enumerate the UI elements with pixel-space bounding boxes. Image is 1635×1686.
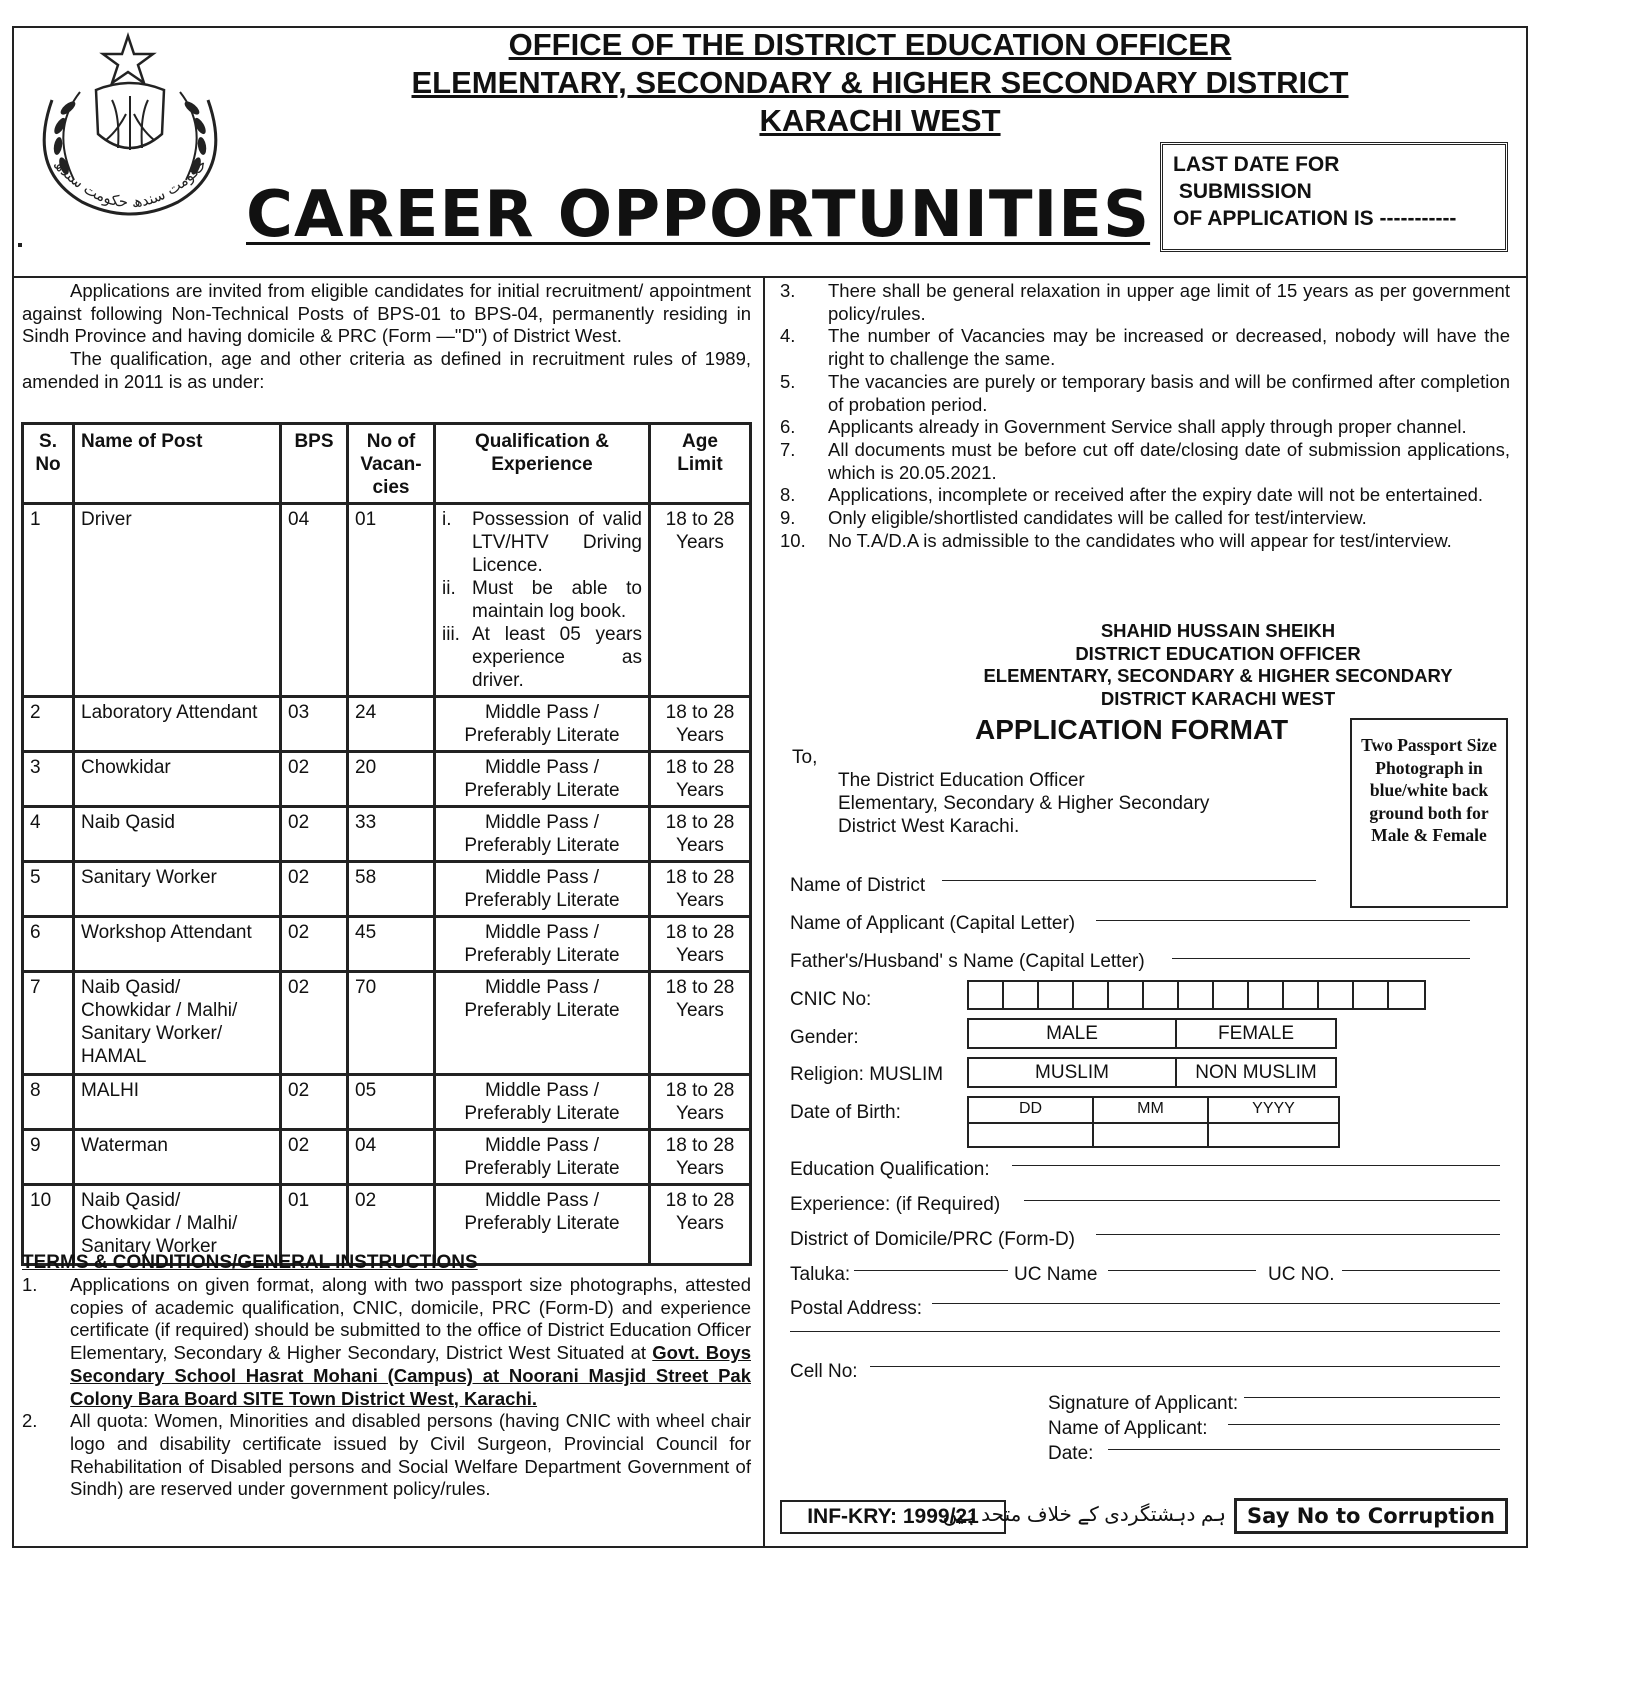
list-item-text: Possession of valid LTV/HTV Driving Licence. [472, 509, 642, 576]
table-row [23, 1075, 751, 1130]
header-age: Age Limit [650, 424, 751, 504]
cell-qualification: Middle Pass / Preferably Literate [435, 697, 650, 752]
table-row [23, 972, 751, 1075]
intro-section [22, 280, 751, 394]
uc-no-label: UC NO. [1268, 1264, 1335, 1285]
last-date-line-2: SUBMISSION [1173, 180, 1312, 203]
list-item [22, 1410, 751, 1501]
signatory-block [920, 620, 1516, 710]
list-item-text: Only eligible/shortlisted candidates will be called for test/interview. [828, 507, 1367, 529]
cell-bps: 04 [281, 504, 348, 697]
list-item [780, 325, 1510, 370]
header-bps: BPS [281, 424, 348, 504]
signature-label: Signature of Applicant: [1048, 1393, 1239, 1414]
cell-bps: 03 [281, 697, 348, 752]
list-item [22, 1274, 751, 1410]
cell-vacancies: 20 [348, 752, 435, 807]
list-item-text: All documents must be before cut off date/closing date of submission applications, which is 20.05.2021. [828, 438, 1510, 483]
urdu-slogan: ہم دہشتگردی کے خلاف متحد ہیں [942, 1504, 1226, 1526]
cell-post: Naib Qasid/ Chowkidar / Malhi/ Sanitary Worker [74, 1185, 281, 1265]
list-item-number: 2. [22, 1410, 38, 1432]
application-format-title: APPLICATION FORMAT [975, 714, 1289, 745]
domicile-field[interactable] [1096, 1234, 1500, 1235]
postal-address-field-line-2[interactable] [790, 1331, 1500, 1332]
table-row [23, 504, 751, 697]
header-department-title: ELEMENTARY, SECONDARY & HIGHER SECONDARY DISTRICT [411, 65, 1349, 100]
religion-options [967, 1057, 1337, 1088]
cell-vacancies: 01 [348, 504, 435, 697]
driver-qualification-list [442, 508, 642, 692]
education-label: Education Qualification: [790, 1159, 990, 1180]
cell-post: Sanitary Worker [74, 862, 281, 917]
gender-option-male[interactable]: MALE [967, 1018, 1177, 1049]
emblem-wheat-icon [106, 96, 154, 150]
cell-age: 18 to 28 Years [650, 1130, 751, 1185]
gender-label: Gender: [790, 1027, 859, 1048]
dob-month-label: MM [1094, 1098, 1207, 1124]
cnic-label: CNIC No: [790, 989, 872, 1010]
cell-age: 18 to 28 Years [650, 752, 751, 807]
cell-post: Naib Qasid/ Chowkidar / Malhi/ Sanitary Worker/ HAMAL [74, 972, 281, 1075]
last-date-box [1160, 142, 1508, 252]
cell-sno: 7 [23, 972, 74, 1075]
cell-qualification: Middle Pass / Preferably Literate [435, 752, 650, 807]
cell-vacancies: 04 [348, 1130, 435, 1185]
dob-label: Date of Birth: [790, 1102, 901, 1123]
list-item-text: Must be able to maintain log book. [472, 578, 642, 622]
list-item-text: Applicants already in Government Service shall apply through proper channel. [828, 416, 1467, 438]
cell-qualification: Middle Pass / Preferably Literate [435, 1075, 650, 1130]
cell-post: Naib Qasid [74, 807, 281, 862]
cell-sno: 6 [23, 917, 74, 972]
list-item-number: 8. [780, 484, 796, 506]
name-of-applicant-field[interactable] [1228, 1424, 1500, 1425]
list-item-number: 7. [780, 438, 796, 460]
religion-option-muslim[interactable]: MUSLIM [967, 1057, 1177, 1088]
signatory-name: SHAHID HUSSAIN SHEIKH [1100, 620, 1336, 641]
list-item [780, 507, 1510, 530]
list-item [780, 280, 1510, 325]
header-vacancies: No of Vacan-cies [348, 424, 435, 504]
cell-bps: 02 [281, 917, 348, 972]
list-item [780, 439, 1510, 484]
experience-label: Experience: (if Required) [790, 1194, 1001, 1215]
terms-heading: TERMS & CONDITIONS/GENERAL INSTRUCTIONS [22, 1252, 478, 1273]
applicant-name-label: Name of Applicant (Capital Letter) [790, 913, 1076, 934]
intro-paragraph-2: The qualification, age and other criteria as defined in recruitment rules of 1989, amended in 2011 is as under: [22, 348, 751, 392]
father-name-label: Father's/Husband' s Name (Capital Letter) [790, 951, 1145, 972]
list-item-text: There shall be general relaxation in upper age limit of 15 years as per government policy/rules. [828, 280, 1510, 324]
header-sno: S. No [23, 424, 74, 504]
dob-day-label: DD [969, 1098, 1092, 1124]
posts-table [21, 422, 752, 1266]
office-address: Govt. Boys Secondary School Hasrat Mohani (Campus) at Noorani Masjid Street Pak Colony Bara Board SITE Town District West, Karachi. [70, 1342, 751, 1409]
cell-vacancies: 45 [348, 917, 435, 972]
signatory-designation: DISTRICT EDUCATION OFFICER [1075, 642, 1361, 664]
postal-address-label: Postal Address: [790, 1298, 923, 1319]
addressee-block [838, 769, 1209, 838]
list-item [780, 416, 1510, 439]
cell-qualification [435, 504, 650, 697]
gender-option-female[interactable]: FEMALE [1175, 1018, 1337, 1049]
list-item-text: No T.A/D.A is admissible to the candidates who will appear for test/interview. [828, 529, 1452, 551]
list-item [442, 623, 642, 692]
cell-bps: 02 [281, 1130, 348, 1185]
table-row [23, 807, 751, 862]
cell-qualification: Middle Pass / Preferably Literate [435, 862, 650, 917]
cell-sno: 8 [23, 1075, 74, 1130]
cell-vacancies: 70 [348, 972, 435, 1075]
cell-sno: 4 [23, 807, 74, 862]
district-field[interactable] [942, 880, 1316, 881]
to-label: To, [792, 747, 818, 768]
list-item-number: 6. [780, 416, 796, 438]
list-item-number: 9. [780, 507, 796, 529]
signatory-department: ELEMENTARY, SECONDARY & HIGHER SECONDARY [983, 665, 1453, 686]
dob-year-label: YYYY [1209, 1098, 1338, 1124]
cell-qualification: Middle Pass / Preferably Literate [435, 972, 650, 1075]
header-post: Name of Post [74, 424, 281, 504]
name-of-applicant-label: Name of Applicant: [1048, 1418, 1208, 1439]
terms-list-right [780, 280, 1510, 552]
cell-qualification: Middle Pass / Preferably Literate [435, 1185, 650, 1265]
uc-name-field[interactable] [1108, 1270, 1256, 1271]
list-item-text: At least 05 years experience as driver. [472, 624, 642, 691]
list-item [780, 530, 1510, 553]
cell-age: 18 to 28 Years [650, 697, 751, 752]
cell-bps: 02 [281, 1075, 348, 1130]
experience-field[interactable] [1024, 1200, 1500, 1201]
father-name-field[interactable] [1172, 958, 1470, 959]
list-item [442, 508, 642, 577]
table-row [23, 862, 751, 917]
district-label: Name of District [790, 875, 926, 896]
intro-paragraph-1: Applications are invited from eligible candidates for initial recruitment/ appointment against following Non-Technical Posts of BPS-01 to BPS-04, permanently residing in Sindh Province and having domicile & PRC (Form —"D") of District West. [22, 280, 751, 347]
cell-post: Chowkidar [74, 752, 281, 807]
table-row [23, 1130, 751, 1185]
header-office-title: OFFICE OF THE DISTRICT EDUCATION OFFICER [508, 27, 1232, 62]
cell-age: 18 to 28 Years [650, 972, 751, 1075]
career-opportunities-headline: CAREER OPPORTUNITIES [246, 178, 1151, 252]
emblem-star-icon [103, 36, 153, 83]
list-item-text: All quota: Women, Minorities and disabled persons (having CNIC with wheel chair logo and disability certificate issued by Civil Surgeon, Provincial Council for Rehabilitation of Disabled persons and Social Welfare Department Government of Sindh) are reserved under government policy/rules. [70, 1410, 751, 1500]
header-district-title: KARACHI WEST [759, 103, 1001, 138]
terms-list-left [22, 1274, 751, 1501]
uc-no-field[interactable] [1342, 1270, 1500, 1271]
cell-vacancies: 24 [348, 697, 435, 752]
cell-age: 18 to 28 Years [650, 807, 751, 862]
inf-reference: INF-KRY: 1999/21 [780, 1500, 1006, 1534]
cell-vacancies: 33 [348, 807, 435, 862]
taluka-label: Taluka: [790, 1264, 851, 1285]
column-divider [763, 276, 765, 1548]
table-row [23, 917, 751, 972]
header-qualification: Qualification & Experience [435, 424, 650, 504]
cell-no-label: Cell No: [790, 1361, 858, 1382]
list-item-text: Applications, incomplete or received after the expiry date will not be entertained. [828, 484, 1484, 506]
photo-note-line: blue/white back [1369, 780, 1489, 800]
cell-vacancies: 58 [348, 862, 435, 917]
list-item-number: i. [442, 509, 452, 530]
list-item-number: iii. [442, 624, 460, 645]
list-item-text: The vacancies are purely or temporary basis and will be confirmed after completion of probation period. [828, 370, 1510, 415]
last-date-line-3: OF APPLICATION IS ----------- [1173, 207, 1457, 230]
cell-vacancies: 02 [348, 1185, 435, 1265]
cell-sno: 10 [23, 1185, 74, 1265]
list-item-text: The number of Vacancies may be increased or decreased, nobody will have the right to challenge the same. [828, 325, 1510, 370]
list-item [780, 371, 1510, 416]
cell-post: Laboratory Attendant [74, 697, 281, 752]
say-no-to-corruption-badge: Say No to Corruption [1234, 1498, 1508, 1534]
religion-option-non-muslim[interactable]: NON MUSLIM [1175, 1057, 1337, 1088]
photo-note-line: ground both for [1369, 802, 1489, 823]
cell-bps: 02 [281, 862, 348, 917]
cnic-input-boxes[interactable] [967, 980, 1426, 1010]
photo-note-line: Male & Female [1371, 825, 1487, 845]
postal-address-field[interactable] [932, 1303, 1500, 1304]
addressee-line: Elementary, Secondary & Higher Secondary [838, 793, 1210, 814]
cell-bps: 02 [281, 752, 348, 807]
cell-no-field[interactable] [870, 1366, 1500, 1367]
list-item-number: 10. [780, 529, 806, 551]
terms-item-1-text: Applications on given format, along with two passport size photographs, attested copies of academic qualification, CNIC, domicile, PRC (Form-D) and experience certificate (if required) should be submitted to the office of District Education Officer Elementary, Secondary & Higher Secondary, District West Situated at [70, 1274, 751, 1364]
dob-month-field[interactable] [1092, 1096, 1209, 1148]
table-row [23, 752, 751, 807]
header-divider [12, 276, 1528, 278]
photo-placeholder [1350, 718, 1508, 908]
list-item [780, 484, 1510, 507]
emblem-urdu-text: حکومت سندھ حکومت سندھ [49, 155, 211, 212]
photo-note-line: Photograph in [1375, 757, 1483, 778]
sindh-government-emblem [22, 30, 238, 226]
cell-sno: 5 [23, 862, 74, 917]
domicile-label: District of Domicile/PRC (Form-D) [790, 1229, 1075, 1250]
cell-age: 18 to 28 Years [650, 504, 751, 697]
list-item-number: 1. [22, 1274, 38, 1295]
cell-qualification: Middle Pass / Preferably Literate [435, 1130, 650, 1185]
photo-note-line: Two Passport Size [1361, 735, 1497, 755]
list-item-number: 5. [780, 370, 796, 392]
date-label: Date: [1048, 1443, 1094, 1464]
cell-post: MALHI [74, 1075, 281, 1130]
cell-qualification: Middle Pass / Preferably Literate [435, 807, 650, 862]
cell-post: Waterman [74, 1130, 281, 1185]
cell-vacancies: 05 [348, 1075, 435, 1130]
dob-fields [967, 1096, 1340, 1148]
last-date-line-1: LAST DATE FOR [1173, 153, 1340, 176]
cell-age: 18 to 28 Years [650, 862, 751, 917]
cell-qualification: Middle Pass / Preferably Literate [435, 917, 650, 972]
table-header-row [23, 424, 751, 504]
svg-text:حکومت سندھ حکومت سندھ [50, 155, 211, 211]
signatory-district: DISTRICT KARACHI WEST [1100, 687, 1336, 709]
taluka-field[interactable] [854, 1270, 1008, 1271]
list-item [442, 577, 642, 623]
dob-year-field[interactable] [1207, 1096, 1340, 1148]
uc-name-label: UC Name [1014, 1264, 1098, 1285]
addressee-line: District West Karachi. [838, 816, 1020, 837]
date-field[interactable] [1108, 1449, 1500, 1450]
cell-sno: 1 [23, 504, 74, 697]
cell-sno: 3 [23, 752, 74, 807]
education-field[interactable] [1012, 1165, 1500, 1166]
list-item-number: 4. [780, 325, 796, 347]
list-item-number: ii. [442, 578, 456, 599]
dob-day-field[interactable] [967, 1096, 1094, 1148]
cell-sno: 9 [23, 1130, 74, 1185]
cell-bps: 02 [281, 807, 348, 862]
cell-sno: 2 [23, 697, 74, 752]
dot-mark [18, 243, 22, 247]
cell-bps: 01 [281, 1185, 348, 1265]
religion-label: Religion: MUSLIM [790, 1064, 944, 1085]
cell-age: 18 to 28 Years [650, 917, 751, 972]
applicant-name-field[interactable] [1096, 920, 1470, 921]
gender-options [967, 1018, 1337, 1049]
cell-post: Driver [74, 504, 281, 697]
addressee-line: The District Education Officer [838, 770, 1085, 791]
terms-section [22, 1252, 751, 1501]
list-item-number: 3. [780, 280, 796, 301]
cell-age: 18 to 28 Years [650, 1075, 751, 1130]
signature-field[interactable] [1244, 1397, 1500, 1398]
list-item-text [70, 1274, 751, 1410]
cell-bps: 02 [281, 972, 348, 1075]
cell-age: 18 to 28 Years [650, 1185, 751, 1265]
table-row [23, 697, 751, 752]
cell-post: Workshop Attendant [74, 917, 281, 972]
